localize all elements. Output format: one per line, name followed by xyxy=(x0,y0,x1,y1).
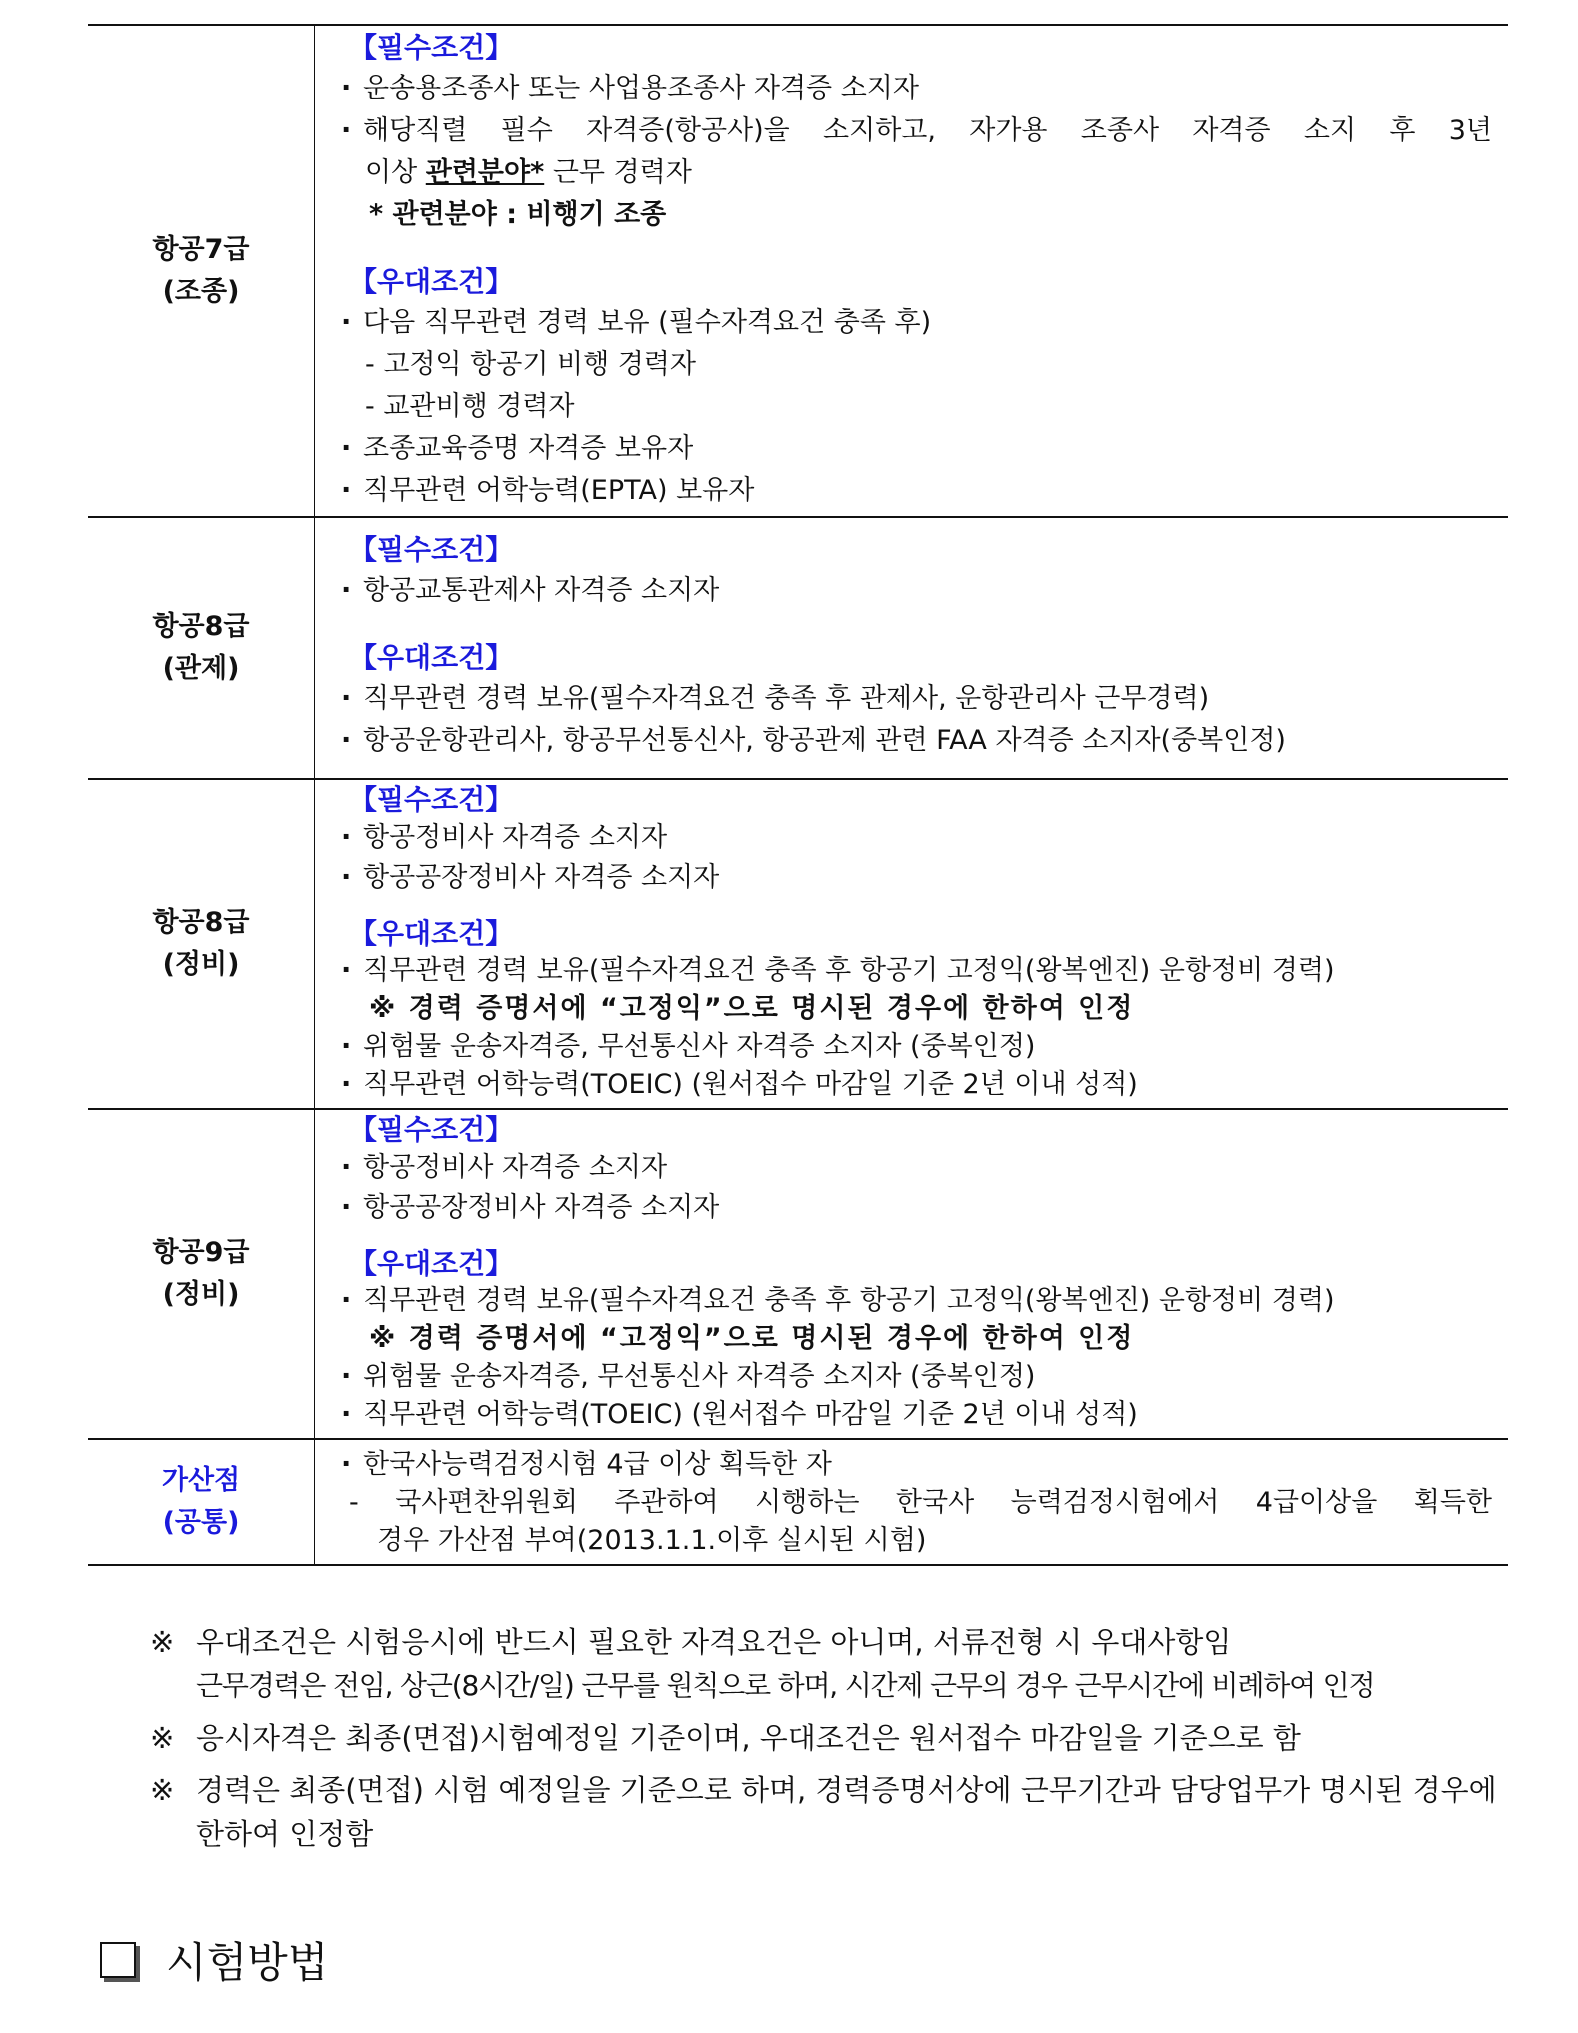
checkbox-square-icon xyxy=(100,1942,136,1978)
grade-sub: (조종) xyxy=(162,276,240,307)
list-item: · 다음 직무관련 경력 보유 (필수자격요건 충족 후) xyxy=(341,302,1492,344)
list-item: · 항공교통관제사 자격증 소지자 xyxy=(341,570,1492,612)
grade-cell xyxy=(88,1439,315,1565)
required-title: 【필수조건】 xyxy=(349,1113,514,1146)
related-field-term: 관련분야* xyxy=(425,157,545,188)
note-text: 경력은 최종(면접) 시험 예정일을 기준으로 하며, 경력증명서상에 근무기간과 담당업무가 명시된 경우에 한하여 인정함 xyxy=(196,1773,1497,1851)
note-text: 우대조건은 시험응시에 반드시 필요한 자격요건은 아니며, 서류전형 시 우대사항임 xyxy=(196,1625,1232,1659)
certificate-note: ※ 경력 증명서에 “고정익”으로 명시된 경우에 한하여 인정 xyxy=(369,1323,1135,1354)
list-item: · 운송용조종사 또는 사업용조종사 자격증 소지자 xyxy=(341,68,1492,110)
list-item: - 고정익 항공기 비행 경력자 xyxy=(365,349,696,380)
list-item: · 직무관련 경력 보유(필수자격요건 충족 후 항공기 고정익(왕복엔진) 운항정비 경력) xyxy=(341,1282,1492,1320)
list-item: - 교관비행 경력자 xyxy=(365,391,575,422)
table-row xyxy=(88,1439,1508,1565)
list-item: 이상 관련분야* 근무 경력자 xyxy=(365,157,692,188)
table-row xyxy=(88,517,1508,779)
grade-label: 항공8급 xyxy=(152,611,250,642)
grade-cell xyxy=(88,1109,315,1439)
note-text: 근무경력은 전임, 상근(8시간/일) 근무를 원칙으로 하며, 시간제 근무의 경우 근무시간에 비례하여 인정 xyxy=(196,1669,1375,1702)
table-row xyxy=(88,25,1508,517)
grade-label: 항공7급 xyxy=(152,234,250,265)
bonus-label: 가산점 xyxy=(161,1465,241,1496)
certificate-note: ※ 경력 증명서에 “고정익”으로 명시된 경우에 한하여 인정 xyxy=(369,993,1135,1024)
grade-sub: (정비) xyxy=(162,1279,240,1310)
condition-cell xyxy=(315,517,1509,779)
note-item xyxy=(150,1716,1500,1760)
grade-cell xyxy=(88,517,315,779)
grade-label: 항공9급 xyxy=(152,1237,250,1268)
grade-sub: (정비) xyxy=(162,949,240,980)
section-heading-text: 시험방법 xyxy=(166,1938,329,1987)
list-item: 경우 가산점 부여(2013.1.1.이후 실시된 시험) xyxy=(377,1525,927,1556)
note-item xyxy=(150,1620,1500,1664)
list-item: - 국사편찬위원회 주관하여 시행하는 한국사 능력검정시험에서 4급이상을 획득한 xyxy=(349,1487,1492,1518)
qualification-table xyxy=(88,24,1508,1566)
required-title: 【필수조건】 xyxy=(349,31,514,64)
list-item: · 항공정비사 자격증 소지자 xyxy=(341,818,1492,858)
grade-cell xyxy=(88,25,315,517)
section-heading xyxy=(100,1930,328,1990)
list-item: · 한국사능력검정시험 4급 이상 획득한 자 xyxy=(341,1446,1492,1484)
condition-cell xyxy=(315,1439,1509,1565)
preferred-title: 【우대조건】 xyxy=(349,1247,514,1280)
required-title: 【필수조건】 xyxy=(349,783,514,816)
condition-cell xyxy=(315,25,1509,517)
preferred-title: 【우대조건】 xyxy=(349,265,514,298)
condition-cell xyxy=(315,779,1509,1109)
preferred-title: 【우대조건】 xyxy=(349,641,514,674)
required-title: 【필수조건】 xyxy=(349,533,514,566)
list-item: · 해당직렬 필수 자격증(항공사)을 소지하고, 자가용 조종사 자격증 소지 후 3년 xyxy=(341,110,1492,152)
list-item: · 항공공장정비사 자격증 소지자 xyxy=(341,1188,1492,1228)
list-item: · 직무관련 어학능력(EPTA) 보유자 xyxy=(341,470,1492,512)
list-item: · 항공정비사 자격증 소지자 xyxy=(341,1148,1492,1188)
list-item: · 항공공장정비사 자격증 소지자 xyxy=(341,858,1492,898)
grade-sub: (관제) xyxy=(162,653,240,684)
list-item: · 직무관련 경력 보유(필수자격요건 충족 후 관제사, 운항관리사 근무경력) xyxy=(341,678,1492,720)
list-item: · 직무관련 어학능력(TOEIC) (원서접수 마감일 기준 2년 이내 성적) xyxy=(341,1066,1492,1104)
note-item xyxy=(150,1768,1500,1856)
note-item xyxy=(150,1664,1500,1708)
bonus-sub: (공통) xyxy=(162,1507,240,1538)
list-item: · 직무관련 어학능력(TOEIC) (원서접수 마감일 기준 2년 이내 성적) xyxy=(341,1396,1492,1434)
grade-cell xyxy=(88,779,315,1109)
notes xyxy=(150,1620,1500,1856)
table-row xyxy=(88,779,1508,1109)
preferred-title: 【우대조건】 xyxy=(349,917,514,950)
note-text: 응시자격은 최종(면접)시험예정일 기준이며, 우대조건은 원서접수 마감일을 기준으로 함 xyxy=(196,1721,1301,1755)
list-item: · 항공운항관리사, 항공무선통신사, 항공관제 관련 FAA 자격증 소지자(중복인정) xyxy=(341,720,1492,762)
table-row xyxy=(88,1109,1508,1439)
list-item: · 위험물 운송자격증, 무선통신사 자격증 소지자 (중복인정) xyxy=(341,1028,1492,1066)
reference-mark: ※ xyxy=(150,1625,175,1659)
list-item: · 직무관련 경력 보유(필수자격요건 충족 후 항공기 고정익(왕복엔진) 운항정비 경력) xyxy=(341,952,1492,990)
grade-label: 항공8급 xyxy=(152,907,250,938)
reference-mark: ※ xyxy=(150,1773,175,1807)
condition-cell xyxy=(315,1109,1509,1439)
reference-mark: ※ xyxy=(150,1721,175,1755)
related-field-note: * 관련분야 : 비행기 조종 xyxy=(369,199,667,230)
list-item: · 위험물 운송자격증, 무선통신사 자격증 소지자 (중복인정) xyxy=(341,1358,1492,1396)
list-item: · 조종교육증명 자격증 보유자 xyxy=(341,428,1492,470)
